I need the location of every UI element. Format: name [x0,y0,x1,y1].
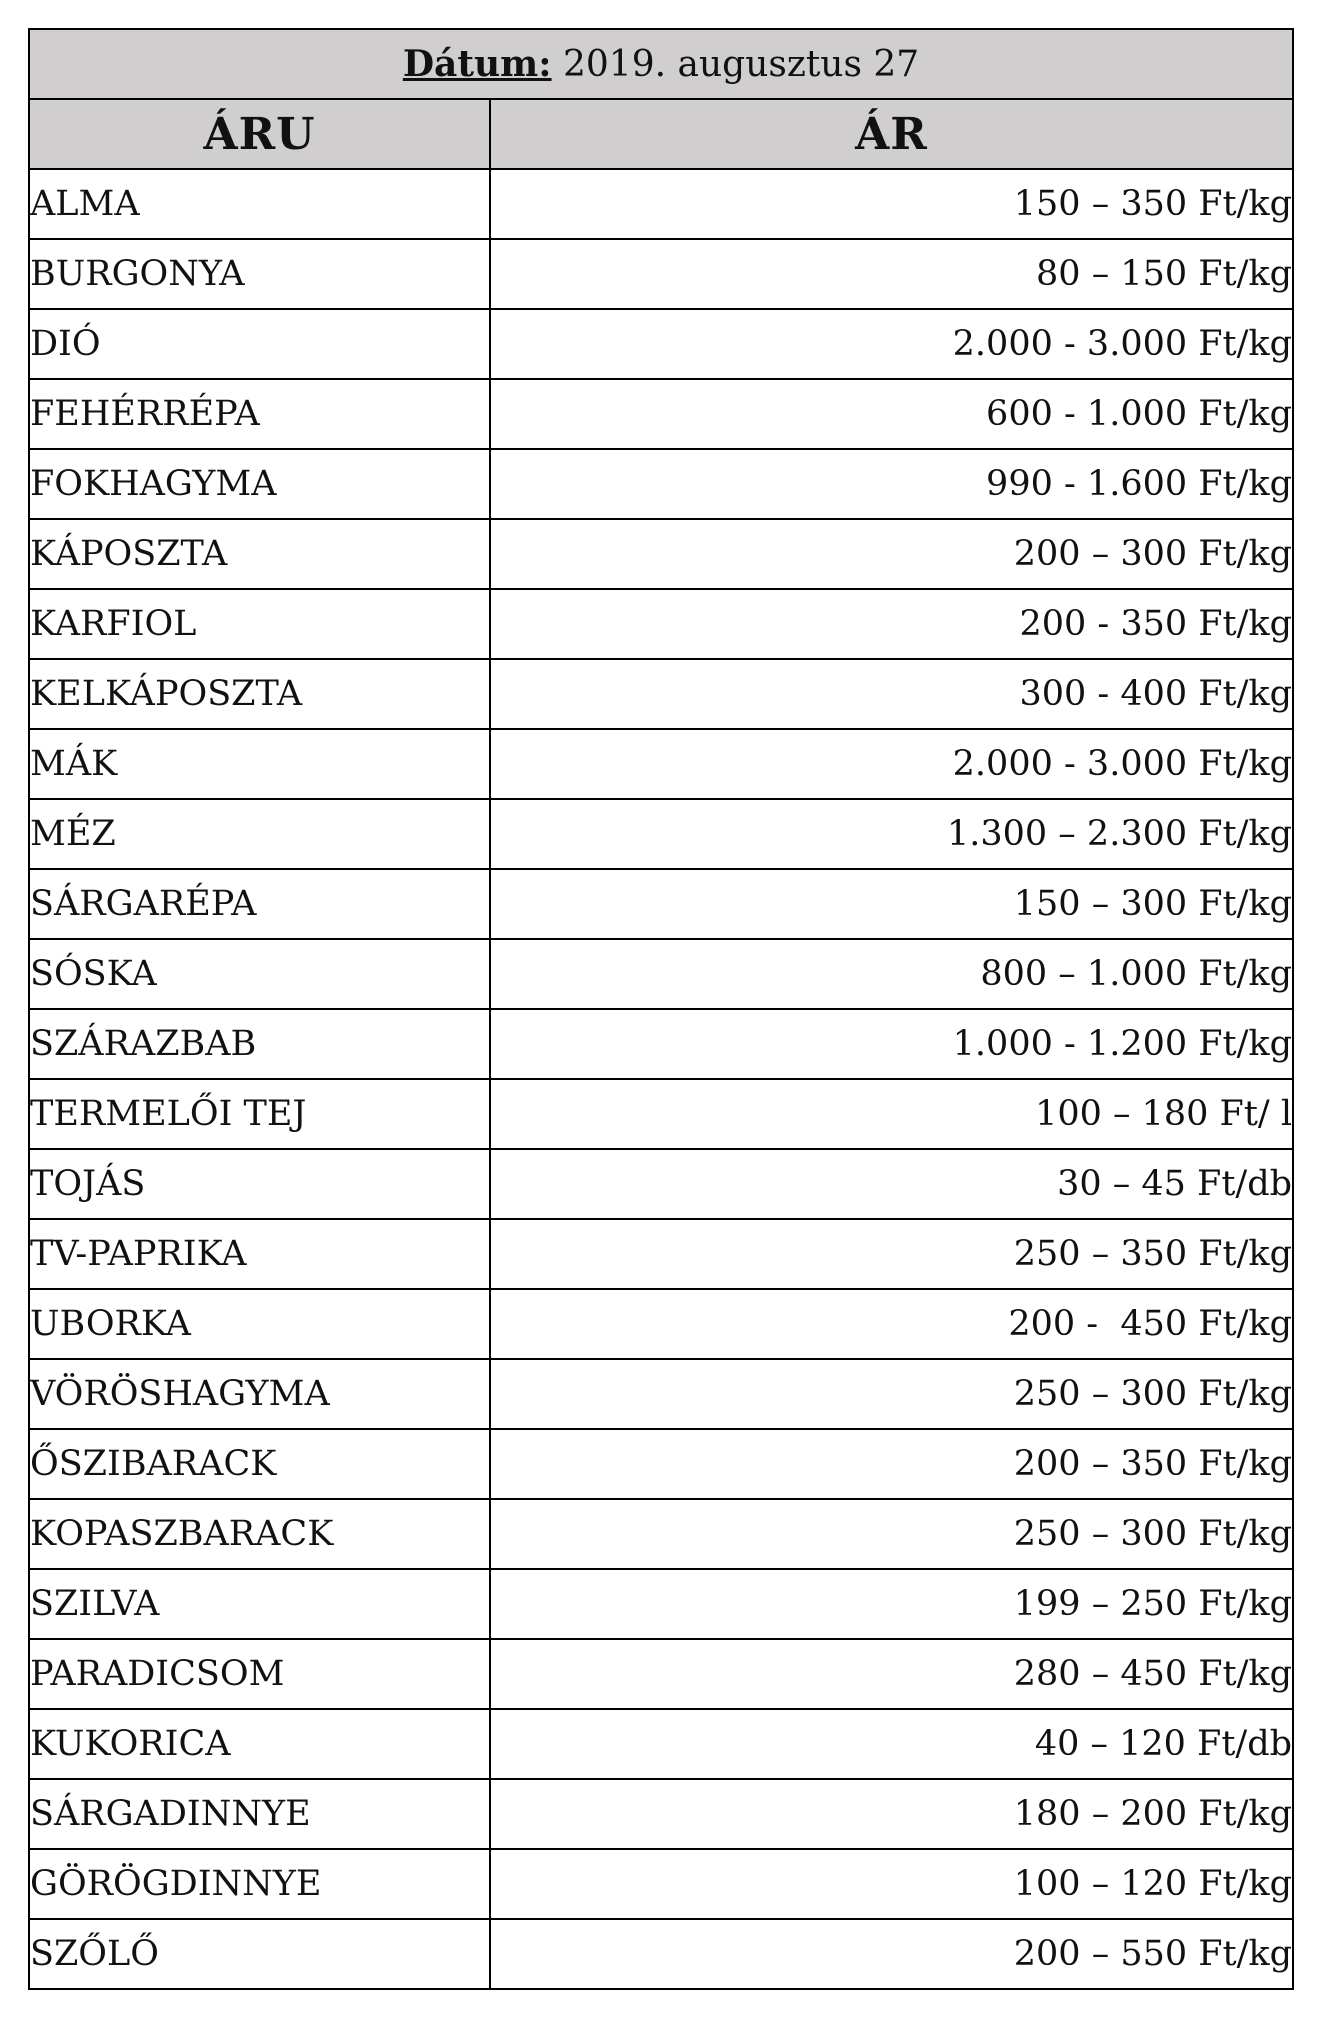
item-name-cell: GÖRÖGDINNYE [29,1849,490,1919]
item-name-cell: KUKORICA [29,1709,490,1779]
item-price-cell: 250 – 350 Ft/kg [490,1219,1293,1289]
date-value: 2019. augusztus 27 [563,44,920,85]
item-price-cell: 300 - 400 Ft/kg [490,659,1293,729]
item-price-cell: 200 – 550 Ft/kg [490,1919,1293,1989]
item-name-cell: KELKÁPOSZTA [29,659,490,729]
item-name-cell: SÁRGARÉPA [29,869,490,939]
table-row [29,1709,1293,1779]
column-header-item: ÁRU [29,99,490,169]
item-name-cell: ŐSZIBARACK [29,1429,490,1499]
item-price-cell: 199 – 250 Ft/kg [490,1569,1293,1639]
date-cell [29,29,1293,99]
table-row [29,1639,1293,1709]
item-price-cell: 1.000 - 1.200 Ft/kg [490,1009,1293,1079]
table-row [29,659,1293,729]
item-name-cell: FOKHAGYMA [29,449,490,519]
table-row [29,1009,1293,1079]
table-row [29,729,1293,799]
item-name-cell: MÁK [29,729,490,799]
item-price-cell: 2.000 - 3.000 Ft/kg [490,309,1293,379]
item-name-cell: TOJÁS [29,1149,490,1219]
table-row [29,1359,1293,1429]
item-price-cell: 250 – 300 Ft/kg [490,1359,1293,1429]
table-row [29,1289,1293,1359]
item-name-cell: DIÓ [29,309,490,379]
item-price-cell: 990 - 1.600 Ft/kg [490,449,1293,519]
item-price-cell: 150 – 300 Ft/kg [490,869,1293,939]
table-row [29,1149,1293,1219]
item-name-cell: KÁPOSZTA [29,519,490,589]
item-name-cell: MÉZ [29,799,490,869]
item-price-cell: 30 – 45 Ft/db [490,1149,1293,1219]
table-row [29,1569,1293,1639]
column-header-price: ÁR [490,99,1293,169]
item-price-cell: 150 – 350 Ft/kg [490,169,1293,239]
item-name-cell: PARADICSOM [29,1639,490,1709]
table-row [29,1219,1293,1289]
item-name-cell: KOPASZBARACK [29,1499,490,1569]
item-price-cell: 80 – 150 Ft/kg [490,239,1293,309]
column-header-row [29,99,1293,169]
price-table [28,28,1294,1990]
date-row [29,29,1293,99]
table-row [29,519,1293,589]
table-row [29,309,1293,379]
item-price-cell: 100 – 180 Ft/ l [490,1079,1293,1149]
item-price-cell: 40 – 120 Ft/db [490,1709,1293,1779]
table-row [29,379,1293,449]
item-price-cell: 200 - 350 Ft/kg [490,589,1293,659]
table-row [29,1499,1293,1569]
item-price-cell: 800 – 1.000 Ft/kg [490,939,1293,1009]
item-price-cell: 200 - 450 Ft/kg [490,1289,1293,1359]
date-label: Dátum: [402,43,552,85]
item-price-cell: 200 – 300 Ft/kg [490,519,1293,589]
item-name-cell: SÓSKA [29,939,490,1009]
table-row [29,589,1293,659]
table-row [29,869,1293,939]
table-row [29,1919,1293,1989]
item-name-cell: UBORKA [29,1289,490,1359]
item-price-cell: 180 – 200 Ft/kg [490,1779,1293,1849]
item-price-cell: 200 – 350 Ft/kg [490,1429,1293,1499]
item-name-cell: VÖRÖSHAGYMA [29,1359,490,1429]
table-row [29,449,1293,519]
item-name-cell: SZÁRAZBAB [29,1009,490,1079]
table-row [29,1779,1293,1849]
table-row [29,1079,1293,1149]
item-price-cell: 600 - 1.000 Ft/kg [490,379,1293,449]
table-row [29,239,1293,309]
item-price-cell: 250 – 300 Ft/kg [490,1499,1293,1569]
table-row [29,1849,1293,1919]
item-name-cell: TV-PAPRIKA [29,1219,490,1289]
item-price-cell: 100 – 120 Ft/kg [490,1849,1293,1919]
item-name-cell: SZŐLŐ [29,1919,490,1989]
item-name-cell: FEHÉRRÉPA [29,379,490,449]
item-name-cell: BURGONYA [29,239,490,309]
table-body [29,169,1293,1989]
item-name-cell: ALMA [29,169,490,239]
table-row [29,799,1293,869]
item-name-cell: TERMELŐI TEJ [29,1079,490,1149]
table-row [29,169,1293,239]
item-name-cell: SÁRGADINNYE [29,1779,490,1849]
item-price-cell: 2.000 - 3.000 Ft/kg [490,729,1293,799]
table-row [29,939,1293,1009]
item-name-cell: KARFIOL [29,589,490,659]
item-price-cell: 1.300 – 2.300 Ft/kg [490,799,1293,869]
item-price-cell: 280 – 450 Ft/kg [490,1639,1293,1709]
item-name-cell: SZILVA [29,1569,490,1639]
table-row [29,1429,1293,1499]
